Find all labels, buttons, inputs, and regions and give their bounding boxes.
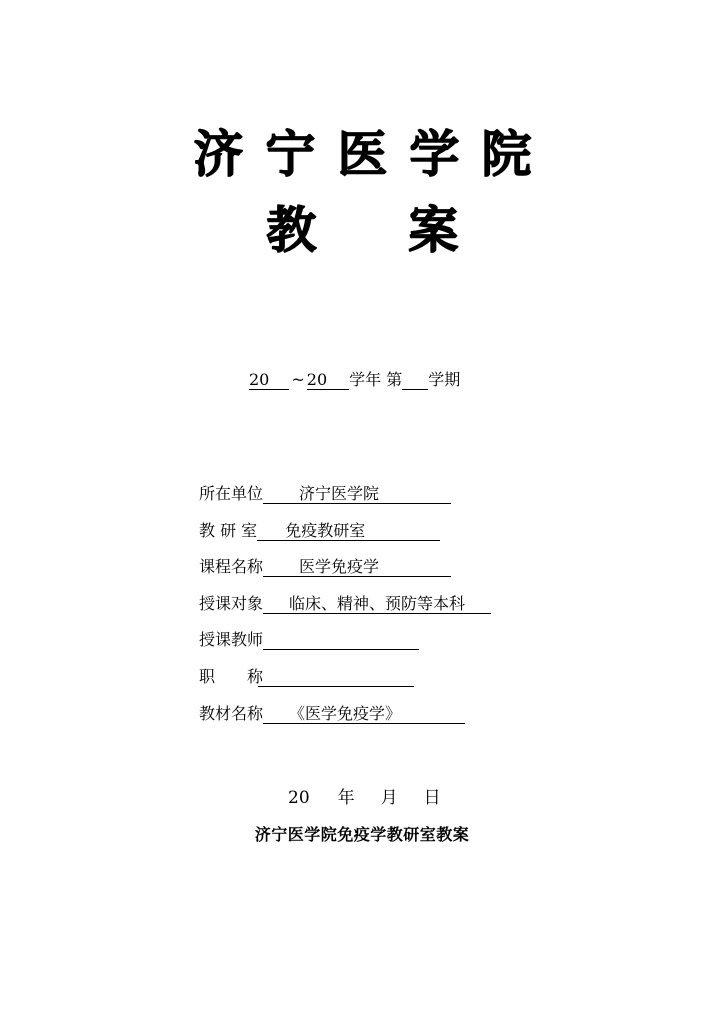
audience-value-text: 临床、精神、预防等本科 (289, 593, 466, 613)
date-month-label: 月 (380, 788, 398, 808)
unit-value-text: 济宁医学院 (299, 484, 380, 503)
date-year-label: 年 (337, 788, 355, 808)
academic-year-end: 20 (307, 371, 349, 390)
textbook-value-text: 《医学免疫学》 (289, 703, 402, 723)
info-row-unit (199, 484, 491, 521)
teacher-value (263, 631, 419, 650)
info-row-title (199, 667, 491, 704)
course-value (263, 558, 451, 577)
info-row-department (199, 521, 491, 558)
audience-label: 授课对象 (199, 593, 264, 613)
department-value-text: 免疫教研室 (285, 520, 366, 540)
date-line (288, 787, 441, 809)
date-year: 20 (288, 788, 310, 808)
semester-line (249, 370, 460, 390)
unit-label: 所在单位 (199, 484, 264, 503)
textbook-label: 教材名称 (199, 703, 264, 723)
document-type-char-1: 教 (266, 201, 316, 259)
document-type-title (0, 200, 724, 260)
footer-caption: 济宁医学院免疫学教研室教案 (254, 825, 470, 844)
department-label: 教 研 室 (199, 520, 258, 540)
audience-value (263, 595, 491, 614)
department-value (257, 522, 440, 541)
term-suffix: 学期 (428, 370, 461, 389)
teacher-label: 授课教师 (199, 630, 264, 650)
term-prefix: 第 (386, 370, 403, 389)
course-value-text: 医学免疫学 (299, 557, 380, 577)
course-label: 课程名称 (199, 557, 264, 577)
info-row-audience (199, 594, 491, 631)
info-row-textbook (199, 704, 491, 741)
academic-year-start: 20 (249, 371, 289, 390)
document-type-char-2: 案 (408, 201, 458, 259)
academic-year-suffix: 学年 (349, 370, 382, 389)
info-row-course (199, 557, 491, 594)
institution-title: 济宁医学院 (193, 125, 553, 183)
course-info-block (199, 484, 491, 740)
info-row-teacher (199, 630, 491, 667)
title-value (258, 668, 414, 687)
academic-year-separator: ~ (291, 370, 305, 389)
term-blank (402, 371, 428, 390)
textbook-value (263, 705, 465, 724)
title-label: 职 称 (199, 666, 264, 686)
date-day-label: 日 (423, 788, 441, 808)
unit-value (263, 485, 451, 504)
